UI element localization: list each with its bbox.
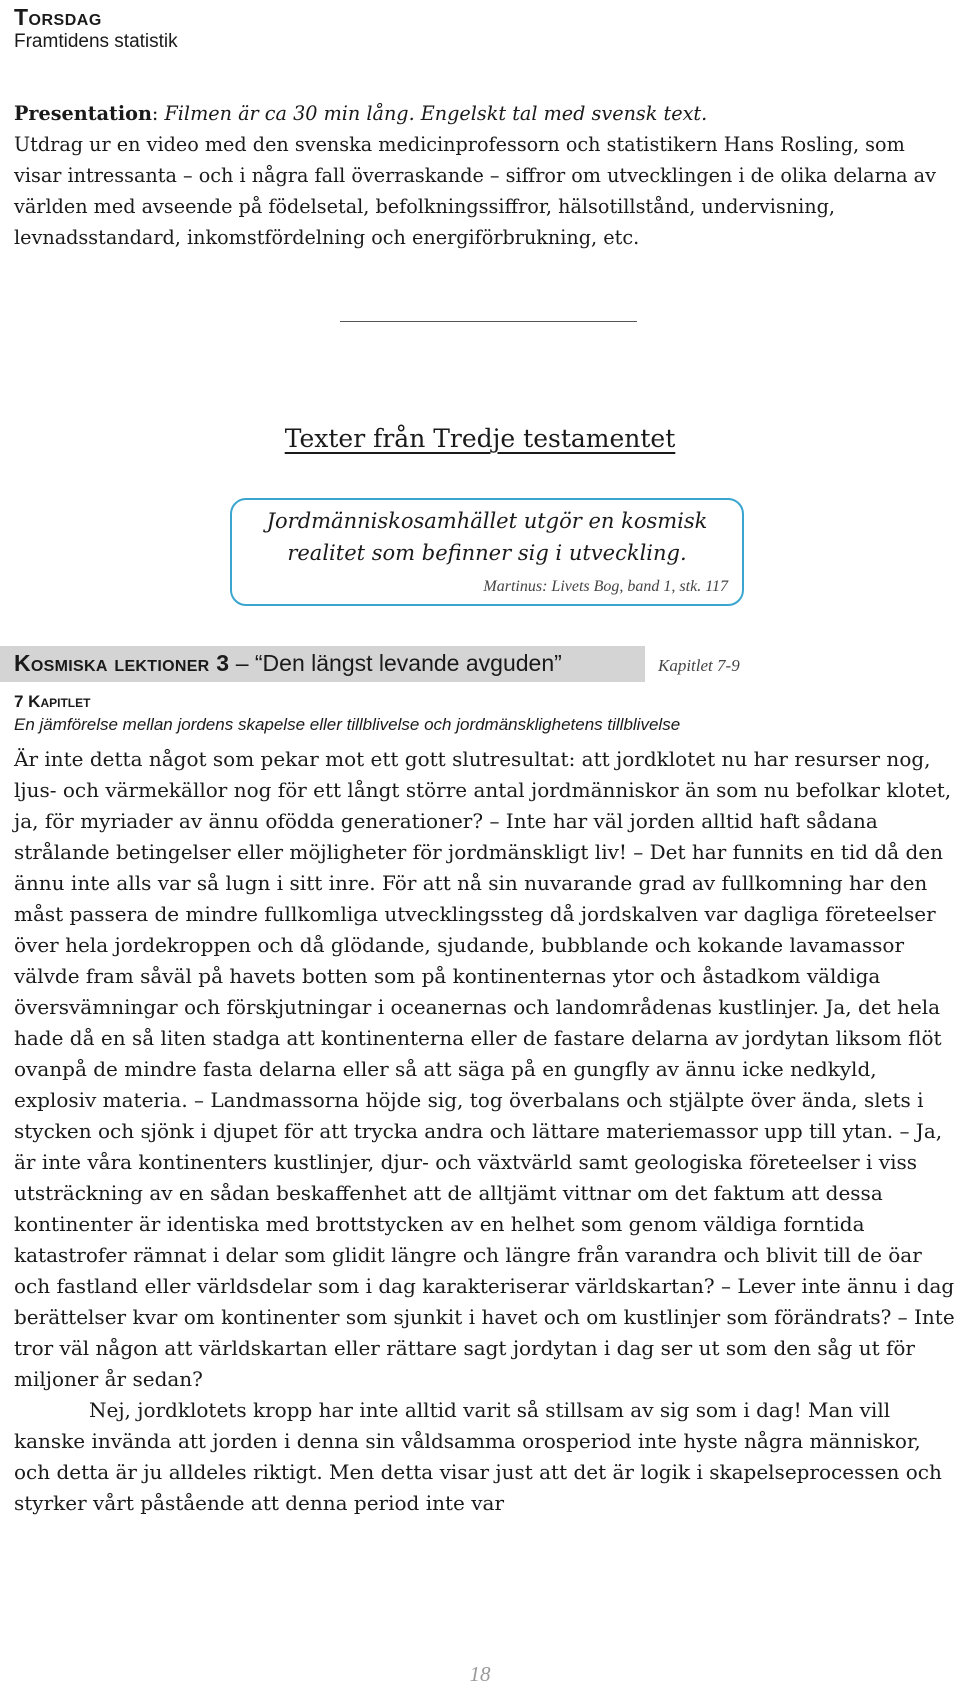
presentation-section: [14, 98, 949, 253]
page-day-heading: Torsdag: [14, 4, 102, 30]
presentation-label: Presentation: [14, 102, 152, 125]
quote-source: Martinus: Livets Bog, band 1, stk. 117: [483, 578, 728, 595]
presentation-colon: :: [151, 102, 165, 125]
quote-box: [230, 498, 744, 606]
page-subtitle: Framtidens statistik: [14, 31, 178, 52]
body-paragraph: Är inte detta något som pekar mot ett gott slutresultat: att jordklotet nu har resurser nog, ljus- och värmekällor nog för ett långt större antal jordmänniskor än som nu befolkar klotet, ja, för myriader av ännu ofödda generationer? – Inte har väl jorden alltid haft sådana strålande betingelser eller möjligheter för jordmänskligt liv! – Det har funnits en tid då den ännu inte alls var så lugn i sitt inre. För att nå sin nuvarande grad av fullkomning har den måst passera de mindre fullkomliga utvecklingssteg då jordskalven var dagliga företeelser över hela jordekroppen och då glödande, sjudande, bubblande och kokande lavamassor välvde fram såväl på havets botten som på kontinenternas ytor och åstadkom väldiga översvämningar och förskjutningar i oceanernas och landområdenas kustlinjer. Ja, det hela hade då en så liten stadga att kontinenterna eller de fastare delarna av jordytan liksom flöt ovanpå de mindre fasta delarna eller så att säga på en gungfly av ännu icke nedkyld, explosiv materia. – Landmassorna höjde sig, tog överbalans och stjälpte över ända, slets i stycken och sjönk i djupet för att trycka andra och lättare materiemassor upp till ytan. – Ja, är inte våra kontinenters kustlinjer, djur- och växtvärld samt geologiska företeelser i viss utsträckning av en sådan beskaffenhet att de alltjämt vittnar om det faktum att dessa kontinenter är identiska med brottstycken av en helhet som genom väldiga forntida katastrofer rämnat i delar som glidit längre och längre från varandra och blivit till de öar och fastland eller världsdelar som i dag karakteriserar världskartan? – Lever inte ännu i dag berättelser kvar om kontinenter som sjunkit i havet och om kustlinjer som förändrats? – Inte tror väl någon att världskartan eller rättare sagt jordytan i dag ser ut som den såg ut för miljoner år sedan?: [14, 747, 955, 1391]
presentation-note: Filmen är ca 30 min lång. Engelskt tal med svensk text.: [164, 102, 708, 125]
lesson-dash: –: [235, 650, 249, 676]
lesson-subtitle: “Den längst levande avguden”: [254, 650, 562, 676]
quote-text: Jordmänniskosamhället utgör en kosmisk realitet som befinner sig i utveckling.: [266, 509, 708, 565]
body-text: [14, 744, 959, 1519]
quote-section-title: [0, 424, 960, 453]
chapter-subtitle: En jämförelse mellan jordens skapelse eller tillblivelse och jordmänsklighetens tillblivelse: [14, 715, 681, 734]
body-paragraph: Nej, jordklotets kropp har inte alltid varit så stillsam av sig som i dag! Man vill kanske invända att jorden i denna sin våldsamma orosperiod inte hyste några människor, och detta är ju alldeles riktigt. Men detta visar just att det är logik i skapelseprocessen och styrker vårt påstående att denna period inte var: [14, 1398, 942, 1515]
quote-section-title-text: Texter från Tredje testamentet: [284, 424, 676, 453]
lesson-chapters: Kapitlet 7-9: [658, 656, 740, 675]
presentation-line: [14, 98, 949, 129]
page-number: 18: [469, 1662, 491, 1686]
lesson-series: Kosmiska lektioner 3: [14, 650, 230, 676]
lesson-title: [14, 650, 562, 677]
presentation-description: Utdrag ur en video med den svenska medicinprofessorn och statistikern Hans Rosling, som visar intressanta – och i några fall överraskande – siffror om utvecklingen i de olika delarna av världen med avseende på födelsetal, befolkningssiffror, hälsotillstånd, undervisning, levnadsstandard, inkomstfördelning och energiförbrukning, etc.: [14, 133, 936, 249]
section-divider: [340, 321, 637, 322]
chapter-heading: 7 Kapitlet: [14, 692, 91, 711]
